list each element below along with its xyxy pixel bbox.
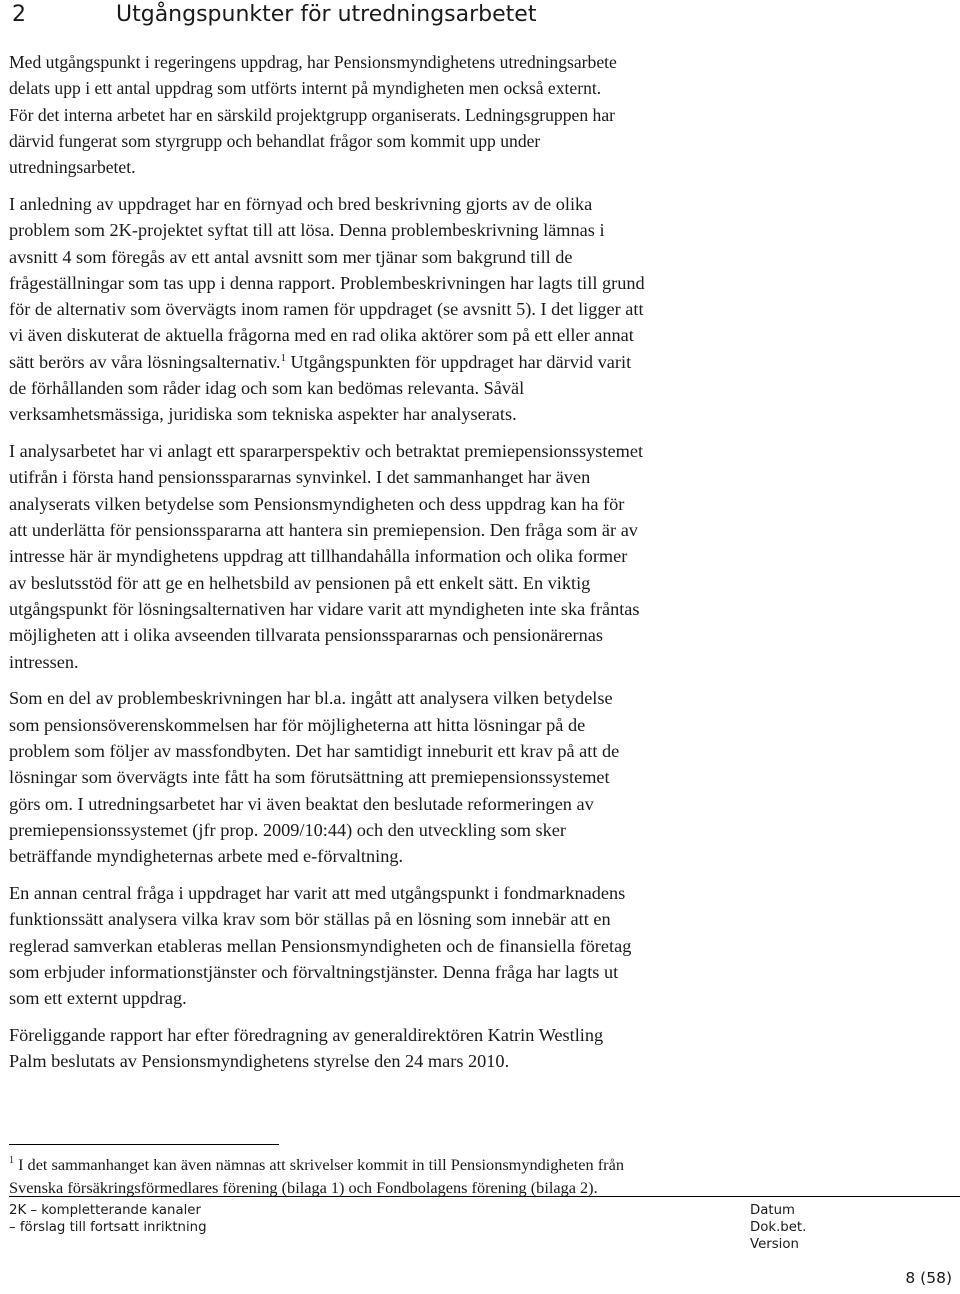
paragraph-4: Som en del av problembeskrivningen har bl.a. ingått att analysera vilken betydelse som pensionsöverenskommelsen har för möjligheterna att hitta lösningar på de problem som följer av massfondbyten. Det har samtidigt inneburit ett krav på att de lösningar som övervägts inte fått ha som förutsättning att premiepensionssystemet görs om. I utredningsarbetet har vi även beaktat den beslutade reformeringen av premiepensionssystemet (jfr prop. 2009/10:44) och den utveckling som sker beträffande myndigheternas arbete med e-förvaltning.	[9, 688, 620, 867]
paragraph-3: I analysarbetet har vi anlagt ett spararperspektiv och betraktat premiepensionssystemet utifrån i första hand pensionsspararnas synvinkel. I det sammanhanget har även analyserats vilken betydelse som Pensionsmyndigheten och dess uppdrag kan ha för att underlätta för pensionsspararna att hantera sin premiepension. Den fråga som är av intresse här är myndighetens uppdrag att tillhandahålla information och olika former av beslutsstöd för att ge en helhetsbild av pensionen på ett enkelt sätt. En viktig utgångspunkt för lösningsalternativen har vidare varit att myndigheten inte ska fråntas möjligheten att i olika avseenden tillvarata pensionsspararnas och pensionärernas intressen.	[9, 441, 644, 672]
footer-document-title	[9, 1202, 207, 1236]
paragraph-2-text-cont: Utgångspunkten för uppdraget har därvid varit de förhållanden som råder idag och som kan bedömas relevanta. Såväl verksamhetsmässiga, juridiska som tekniska aspekter har analyserats.	[9, 351, 632, 425]
footer-version-label: Version	[750, 1237, 799, 1252]
footer-date-label: Datum	[750, 1203, 795, 1218]
footer-docref-label: Dok.bet.	[750, 1220, 807, 1235]
footnote-number: 1	[9, 1155, 14, 1166]
section-title: Utgångspunkter för utredningsarbetet	[116, 2, 537, 27]
paragraph-1: Med utgångspunkt i regeringens uppdrag, har Pensionsmyndighetens utredningsarbete delats upp i ett antal uppdrag som utförts internt på myndigheten men också externt. För det interna arbetet har en särskild projektgrupp organiserats. Ledningsgruppen har därvid fungerat som styrgrupp och behandlat frågor som kommit upp under utredningsarbetet.	[9, 52, 617, 178]
paragraph-6: Föreliggande rapport har efter föredragning av generaldirektören Katrin Westling Palm beslutats av Pensionsmyndighetens styrelse den 24 mars 2010.	[9, 1024, 604, 1072]
paragraph-2-text: I anledning av uppdraget har en förnyad och bred beskrivning gjorts av de olika problem som 2K-projektet syftat till att lösa. Denna problembeskrivning lämnas i avsnitt 4 som föregås av ett antal avsnitt som mer tjänar som bakgrund till de frågeställningar som tas upp i denna rapport. Problembeskrivningen har lagts till grund för de alternativ som övervägts inom ramen för uppdraget (se avsnitt 5). I det ligger att vi även diskuterat de aktuella frågorna med en rad olika aktörer som på ett eller annat sätt berörs av våra lösningsalternativ.	[9, 193, 645, 372]
footer-divider	[9, 1196, 960, 1197]
body-text	[9, 49, 729, 1085]
footnote-divider	[9, 1144, 279, 1145]
footnote-reference: 1	[280, 351, 286, 364]
footer-title-line-2: – förslag till fortsatt inriktning	[9, 1220, 207, 1235]
page-number: 8 (58)	[905, 1269, 952, 1287]
section-number: 2	[12, 2, 26, 27]
section-heading	[12, 2, 536, 27]
footer-title-line-1: 2K – kompletterande kanaler	[9, 1203, 201, 1218]
footnote	[9, 1154, 769, 1199]
paragraph-2	[9, 191, 729, 428]
footer-meta	[750, 1202, 806, 1253]
footnote-text: I det sammanhanget kan även nämnas att skrivelser kommit in till Pensionsmyndigheten från Svenska försäkringsförmedlares förening (bilaga 1) och Fondbolagens förening (bilaga 2).	[9, 1155, 624, 1197]
paragraph-5: En annan central fråga i uppdraget har varit att med utgångspunkt i fondmarknadens funktionssätt analysera vilka krav som bör ställas på en lösning som innebär att en reglerad samverkan etableras mellan Pensionsmyndigheten och de finansiella företag som erbjuder informationstjänster och förvaltningstjänster. Denna fråga har lagts ut som ett externt uppdrag.	[9, 882, 632, 1009]
